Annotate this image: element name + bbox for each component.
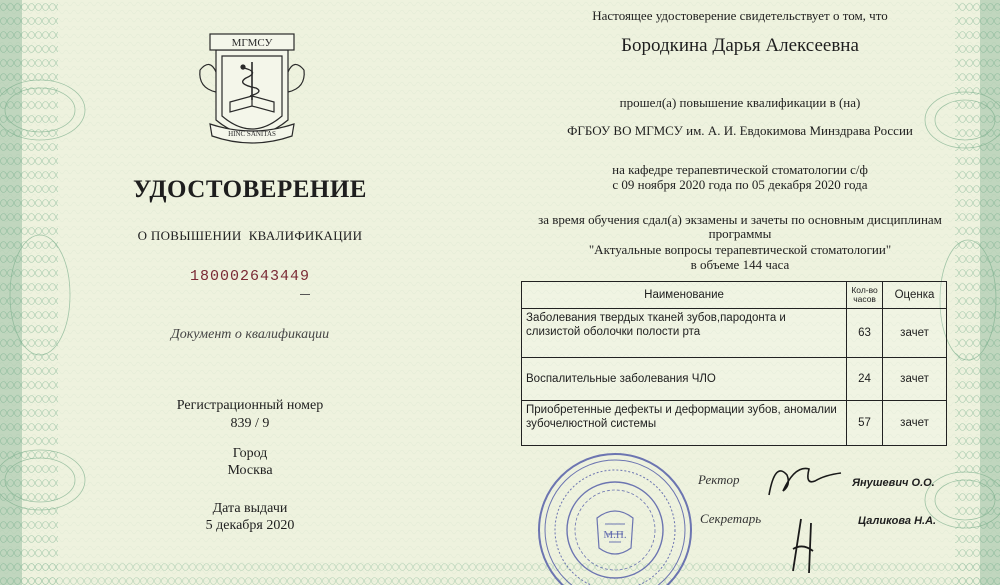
- holder-full-name: Бородкина Дарья Алексеевна: [621, 35, 859, 56]
- secretary-label: Секретарь: [700, 511, 762, 526]
- secretary-name: Цаликова Н.А.: [858, 515, 937, 527]
- exams-text-line1: за время обучения сдал(а) экзамены и зачеты по основным дисциплинам: [538, 212, 942, 227]
- header-name: Наименование: [522, 282, 847, 309]
- table-row: [522, 358, 947, 401]
- disciplines-table: [521, 281, 947, 446]
- document-type: Документ о квалификации: [170, 327, 330, 342]
- row-hours: 57: [847, 401, 883, 446]
- row-grade: зачет: [883, 309, 947, 358]
- row-hours: 63: [847, 309, 883, 358]
- row-discipline-name: Воспалительные заболевания ЧЛО: [522, 358, 847, 401]
- number-underline-mark: [300, 294, 310, 295]
- registration-value: 839 / 9: [230, 416, 270, 431]
- header-hours: [847, 282, 883, 309]
- certificate-title: УДОСТОВЕРЕНИЕ: [133, 176, 367, 203]
- table-row: [522, 401, 947, 446]
- row-discipline-name: Приобретенные дефекты и деформации зубов, аномалии зубочелюстной системы: [522, 401, 847, 446]
- official-stamp: [535, 448, 695, 585]
- rector-label: Ректор: [698, 472, 740, 487]
- rector-signature: [765, 455, 845, 503]
- program-volume: в объеме 144 часа: [690, 257, 790, 272]
- header-grade: Оценка: [883, 282, 947, 309]
- passed-text: прошел(а) повышение квалификации в (на): [619, 95, 861, 110]
- table-row: [522, 309, 947, 358]
- issue-date-label: Дата выдачи: [212, 501, 288, 516]
- header-hours-line2: часов: [853, 294, 876, 304]
- registration-label: Регистрационный номер: [176, 398, 324, 413]
- stamp-center-text: М.П.: [603, 529, 627, 541]
- table-header-row: [522, 282, 947, 309]
- rector-name: Янушевич О.О.: [852, 477, 935, 489]
- city-value: Москва: [227, 463, 273, 478]
- certificate-number: 180002643449: [189, 268, 311, 285]
- university-emblem: [196, 28, 308, 152]
- exams-text-line2: программы: [708, 226, 772, 241]
- program-title: "Актуальные вопросы терапевтической стоматологии": [588, 242, 892, 257]
- row-grade: зачет: [883, 358, 947, 401]
- certificate-subtitle: О ПОВЫШЕНИИ КВАЛИФИКАЦИИ: [137, 228, 363, 243]
- department-text: на кафедре терапевтической стоматологии с/ф: [612, 162, 868, 177]
- institution-name: ФГБОУ ВО МГМСУ им. А. И. Евдокимова Минздрава России: [567, 123, 913, 138]
- emblem-bottom-text: HINC SANITAS: [228, 130, 276, 138]
- row-grade: зачет: [883, 401, 947, 446]
- emblem-top-text: МГМСУ: [231, 37, 273, 49]
- secretary-signature: [783, 515, 823, 577]
- city-label: Город: [232, 446, 268, 461]
- row-hours: 24: [847, 358, 883, 401]
- row-discipline-name: Заболевания твердых тканей зубов,пародонта и слизистой оболочки полости рта: [522, 309, 847, 358]
- period-text: с 09 ноября 2020 года по 05 декабря 2020 года: [612, 177, 868, 192]
- intro-text: Настоящее удостоверение свидетельствует о том, что: [592, 8, 888, 23]
- header-hours-line1: Кол-во: [851, 285, 878, 295]
- issue-date-value: 5 декабря 2020: [205, 518, 295, 533]
